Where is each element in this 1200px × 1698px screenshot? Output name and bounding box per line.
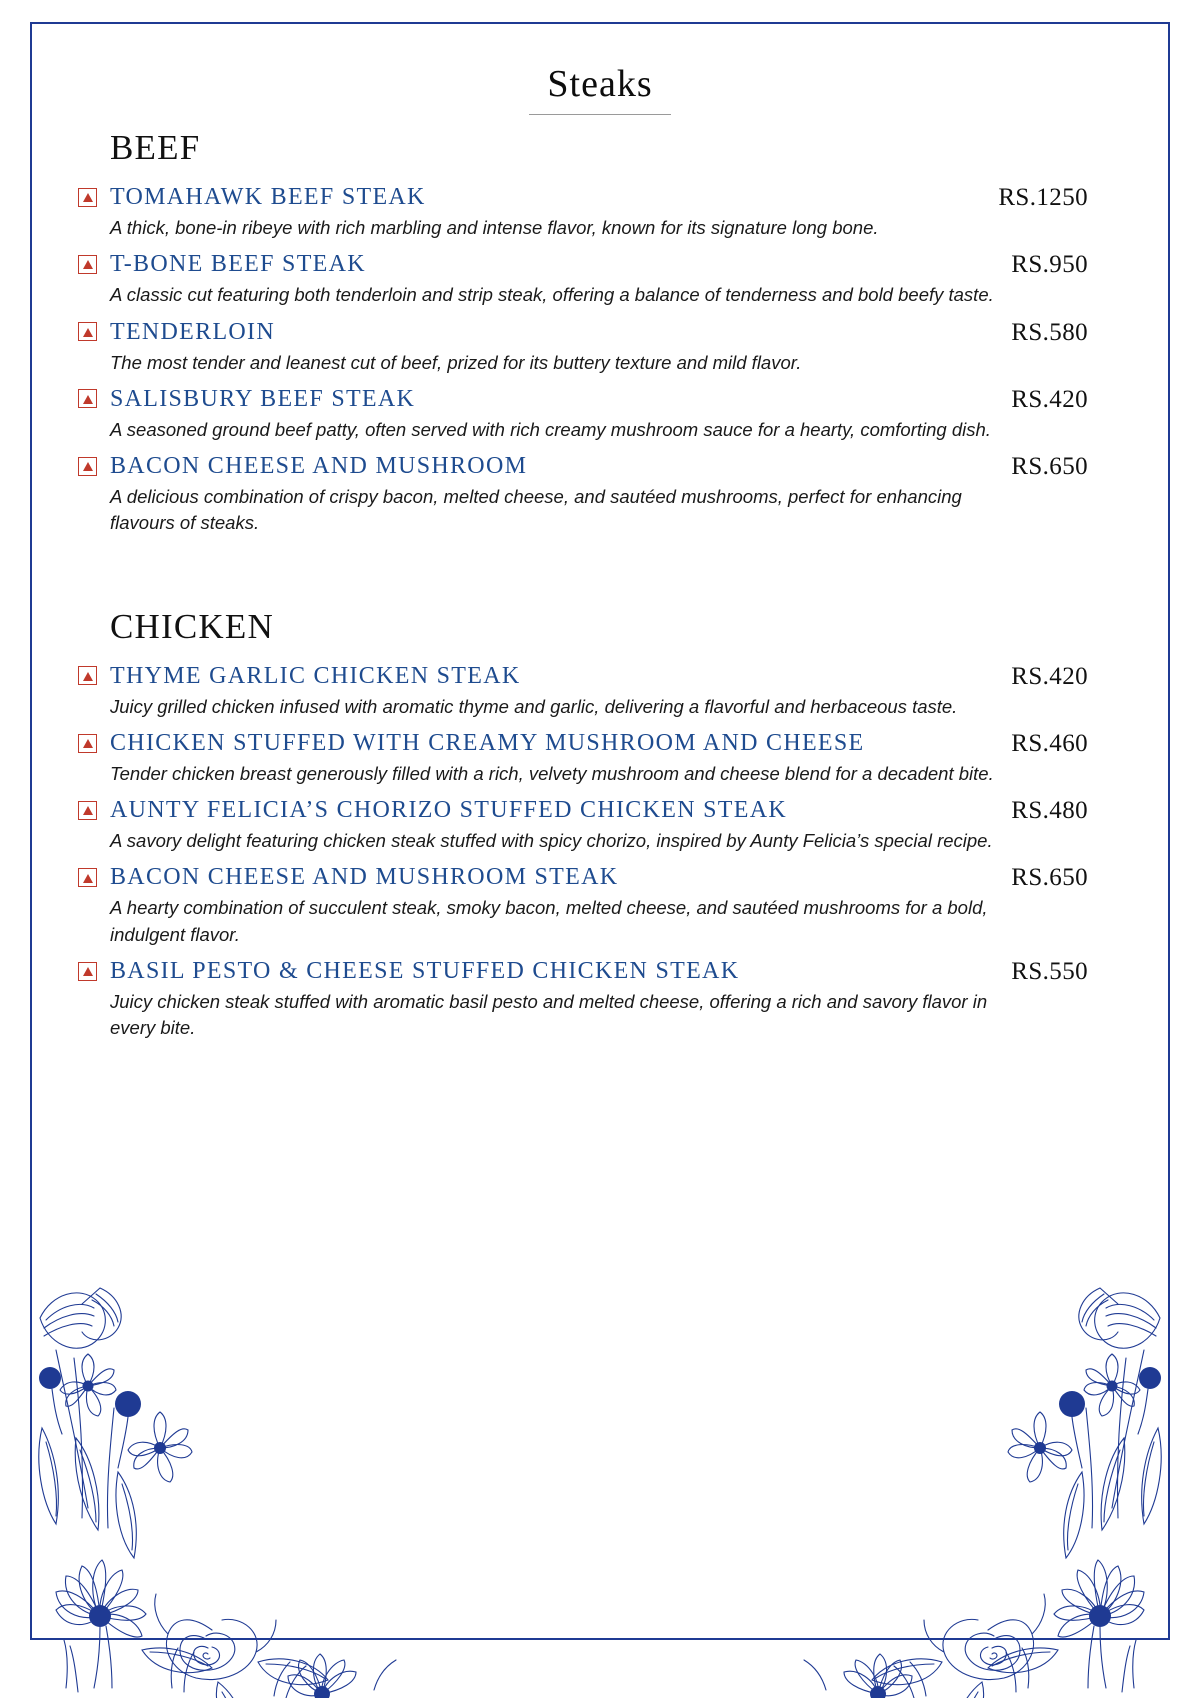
menu-item-name: T-BONE BEEF STEAK (110, 251, 366, 278)
menu-item[interactable] (78, 864, 1088, 948)
menu-item[interactable] (78, 319, 1088, 376)
page-title-container (0, 62, 1200, 115)
nonveg-marker-icon (78, 457, 97, 476)
menu-item-row (78, 184, 1088, 212)
nonveg-marker-icon (78, 868, 97, 887)
menu-item-left (78, 730, 987, 756)
floral-ornament-right (778, 1258, 1178, 1698)
menu-item-left (78, 797, 987, 823)
menu-item-price: RS.550 (1011, 957, 1088, 985)
menu-item-description: A delicious combination of crispy bacon, melted cheese, and sautéed mushrooms, perfect for enhancing flavours of steaks. (110, 486, 962, 534)
menu-item[interactable] (78, 453, 1088, 537)
menu-item-description: Juicy chicken steak stuffed with aromatic basil pesto and melted cheese, offering a rich and savory flavor in every bite. (110, 990, 988, 1039)
menu-item-description: A hearty combination of succulent steak, smoky bacon, melted cheese, and sautéed mushrooms for a bold, indulgent flavor. (110, 897, 988, 945)
nonveg-marker-icon (78, 389, 97, 408)
menu-item-price: RS.460 (1011, 729, 1088, 757)
menu-item-name: SALISBURY BEEF STEAK (110, 385, 416, 412)
section-header: BEEF (110, 128, 201, 167)
menu-item[interactable] (78, 958, 1088, 1042)
menu-item-row (78, 386, 1088, 414)
menu-item-price: RS.420 (1011, 385, 1088, 413)
menu-item-row (78, 864, 1088, 892)
menu-item-left (78, 319, 987, 345)
menu-item-price: RS.420 (1011, 662, 1088, 690)
menu-item-row (78, 958, 1088, 986)
menu-item-left (78, 184, 974, 210)
menu-item-left (78, 864, 987, 890)
menu-item[interactable] (78, 730, 1088, 787)
floral-ornament-left (22, 1258, 422, 1698)
menu-item-row (78, 663, 1088, 691)
menu-item-row (78, 730, 1088, 758)
menu-item-name: BACON CHEESE AND MUSHROOM STEAK (110, 864, 619, 891)
menu-item-description: A classic cut featuring both tenderloin and strip steak, offering a balance of tenderness and bold beefy taste. (110, 284, 994, 306)
menu-item-name: THYME GARLIC CHICKEN STEAK (110, 662, 521, 689)
menu-section-chicken (78, 607, 1088, 1042)
nonveg-marker-icon (78, 801, 97, 820)
menu-item-name: TOMAHAWK BEEF STEAK (110, 184, 426, 210)
menu-item-description: The most tender and leanest cut of beef, prized for its buttery texture and mild flavor. (110, 351, 802, 373)
menu-item[interactable] (78, 251, 1088, 308)
menu-item-left (78, 386, 987, 412)
menu-item[interactable] (78, 386, 1088, 443)
menu-item-price: RS.480 (1011, 797, 1088, 825)
page-title: Steaks (529, 62, 670, 115)
menu-item-price: RS.580 (1011, 318, 1088, 346)
menu-item-row (78, 319, 1088, 347)
menu-item-name: BASIL PESTO & CHEESE STUFFED CHICKEN STEAK (110, 957, 740, 984)
menu-item-price: RS.650 (1011, 864, 1088, 892)
menu-item-name: AUNTY FELICIA’S CHORIZO STUFFED CHICKEN STEAK (110, 797, 787, 824)
nonveg-marker-icon (78, 255, 97, 274)
menu-item-left (78, 958, 987, 984)
menu-item-row (78, 797, 1088, 825)
nonveg-marker-icon (78, 188, 97, 207)
menu-item-price: RS.650 (1011, 453, 1088, 481)
section-header: CHICKEN (110, 606, 274, 646)
menu-item-description: A savory delight featuring chicken steak stuffed with spicy chorizo, inspired by Aunty Felicia’s special recipe. (110, 830, 993, 852)
menu-item-description: A thick, bone-in ribeye with rich marbling and intense flavor, known for its signature long bone. (110, 217, 879, 238)
nonveg-marker-icon (78, 322, 97, 341)
menu-item-left (78, 251, 987, 277)
menu-item[interactable] (78, 663, 1088, 720)
menu-item-description: Tender chicken breast generously filled with a rich, velvety mushroom and cheese blend for a decadent bite. (110, 762, 994, 784)
menu-item-row (78, 453, 1088, 481)
menu-item-name: CHICKEN STUFFED WITH CREAMY MUSHROOM AND CHEESE (110, 729, 865, 756)
nonveg-marker-icon (78, 962, 97, 981)
menu-item-row (78, 251, 1088, 279)
menu-item[interactable] (78, 184, 1088, 241)
menu-content (78, 128, 1088, 1051)
menu-section-beef (78, 128, 1088, 537)
menu-item-name: BACON CHEESE AND MUSHROOM (110, 453, 528, 480)
menu-item-price: RS.950 (1011, 251, 1088, 279)
nonveg-marker-icon (78, 666, 97, 685)
menu-item-description: A seasoned ground beef patty, often served with rich creamy mushroom sauce for a hearty, comforting dish. (110, 418, 991, 440)
menu-item[interactable] (78, 797, 1088, 854)
menu-item-description: Juicy grilled chicken infused with aromatic thyme and garlic, delivering a flavorful and herbaceous taste. (110, 695, 958, 717)
menu-item-left (78, 453, 987, 479)
menu-item-price: RS.1250 (998, 184, 1088, 211)
menu-item-name: TENDERLOIN (110, 318, 275, 345)
nonveg-marker-icon (78, 734, 97, 753)
menu-item-left (78, 663, 987, 689)
